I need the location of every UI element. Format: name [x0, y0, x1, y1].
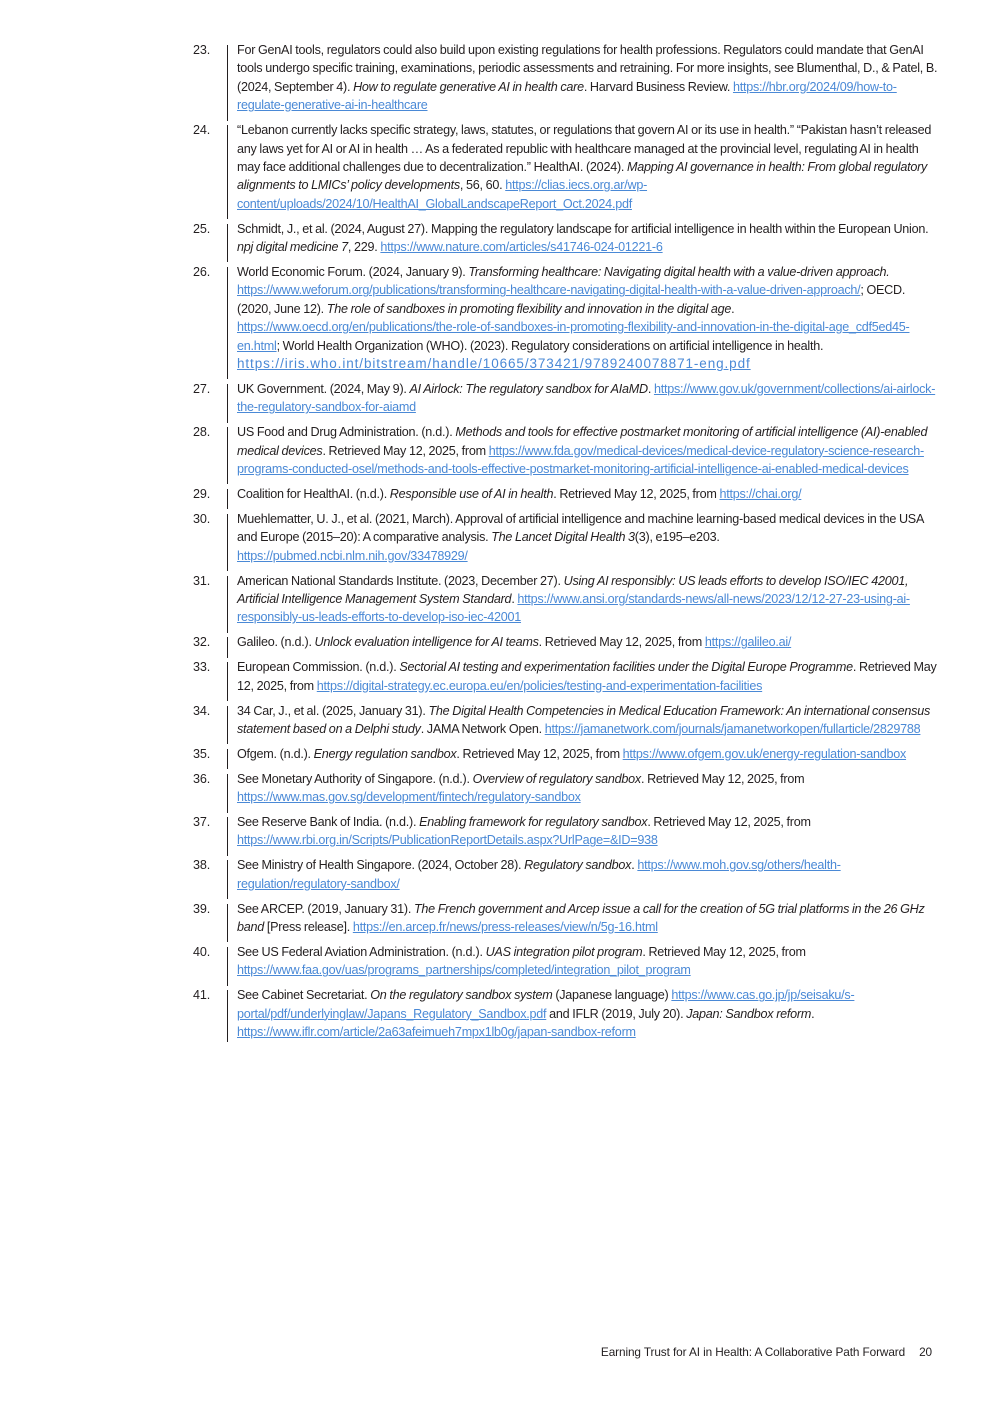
reference-title: Responsible use of AI in health	[389, 486, 554, 501]
reference-item	[193, 633, 938, 651]
reference-text	[228, 220, 938, 257]
reference-segment: .	[647, 381, 654, 396]
reference-segment: . Retrieved May 12, 2025, from	[553, 486, 720, 501]
reference-link[interactable]: https://www.faa.gov/uas/programs_partnerships/completed/integration_pilot_program	[237, 963, 691, 978]
reference-text	[228, 485, 938, 503]
reference-link[interactable]: https://hbr.org/2024/09/how-to-regulate-generative-ai-in-healthcare	[237, 79, 897, 113]
reference-segment: See Cabinet Secretariat.	[237, 988, 371, 1003]
reference-text	[228, 658, 938, 695]
reference-text	[228, 121, 938, 213]
reference-title: On the regulatory sandbox system	[370, 988, 553, 1003]
reference-title: Sectorial AI testing and experimentation facilities under the Digital Europe Programme	[399, 660, 853, 675]
reference-number: 32.	[193, 635, 211, 650]
footer-title: Earning Trust for AI in Health: A Collaborative Path Forward	[600, 1345, 906, 1359]
reference-segment: See Reserve Bank of India. (n.d.).	[237, 815, 420, 830]
reference-segment: See Monetary Authority of Singapore. (n.d.).	[237, 771, 473, 786]
reference-title: AI Airlock: The regulatory sandbox for AIaMD	[409, 381, 648, 396]
reference-text	[228, 423, 938, 478]
reference-text	[228, 986, 938, 1041]
reference-text	[228, 572, 938, 627]
page-number: 20	[919, 1345, 932, 1359]
reference-segment: UK Government. (2024, May 9).	[237, 381, 410, 396]
reference-segment: See ARCEP. (2019, January 31).	[237, 901, 414, 916]
reference-number: 23.	[193, 43, 211, 57]
reference-segment: . Retrieved May 12, 2025, from	[642, 944, 806, 959]
reference-text	[228, 263, 938, 373]
reference-link[interactable]: https://www.cas.go.jp/jp/seisaku/s-portal/pdf/underlyinglaw/Japans_Regulatory_Sandbox.pdf	[237, 988, 855, 1021]
reference-segment: . Retrieved May 12, 2025, from	[322, 443, 489, 458]
reference-title: Japan: Sandbox reform	[686, 1006, 812, 1021]
reference-title: Overview of regulatory sandbox	[472, 771, 641, 786]
reference-list	[193, 41, 938, 1048]
reference-title: Enabling framework for regulatory sandbox	[419, 815, 648, 830]
reference-segment: .	[731, 301, 735, 316]
reference-segment: ; OECD. (2020, June 12).	[237, 283, 906, 316]
reference-item	[193, 380, 938, 417]
reference-text	[228, 41, 938, 115]
reference-item	[193, 770, 938, 807]
reference-link[interactable]: https://www.gov.uk/government/collections/ai-airlock-the-regulatory-sandbox-for-aiamd	[237, 381, 936, 415]
reference-segment: For GenAI tools, regulators could also build upon existing regulations for health professions. Regulators could mandate that GenAI tools undergo specific training, examinations, periodic assessments and retraining. For more insights, see Blumenthal, D., & Patel, B. (2024, September 4).	[237, 43, 938, 94]
reference-segment: See Ministry of Health Singapore. (2024, October 28).	[237, 858, 525, 873]
reference-link[interactable]: https://clias.iecs.org.ar/wp-content/uploads/2024/10/HealthAI_GlobalLandscapeReport_Oct.2024.pdf	[237, 178, 648, 211]
reference-segment: [Press release].	[264, 920, 353, 935]
reference-number: 26.	[193, 264, 211, 279]
reference-segment: . Retrieved May 12, 2025, from	[647, 815, 811, 830]
reference-link[interactable]: https://jamanetwork.com/journals/jamanetworkopen/fullarticle/2829788	[544, 721, 921, 736]
reference-link[interactable]: https://en.arcep.fr/news/press-releases/view/n/5g-16.html	[352, 920, 658, 935]
reference-title: Mapping AI governance in health: From global regulatory alignments to LMICs’ policy developments	[237, 159, 928, 193]
reference-item	[193, 121, 938, 213]
reference-number: 27.	[193, 381, 211, 396]
reference-link[interactable]: https://www.oecd.org/en/publications/the-role-of-sandboxes-in-promoting-flexibility-and-innovation-in-the-digital-age_cdf5ed45-en.html	[237, 320, 910, 353]
reference-segment: . Retrieved May 12, 2025, from	[640, 771, 805, 786]
reference-title: The role of sandboxes in promoting flexibility and innovation in the digital age	[326, 301, 732, 316]
reference-link[interactable]: https://www.iflr.com/article/2a63afeimueh7mpx1lb0g/japan-sandbox-reform	[237, 1025, 636, 1040]
reference-text	[228, 943, 938, 980]
reference-number: 34.	[193, 703, 211, 718]
reference-number: 40.	[193, 944, 211, 959]
reference-number: 36.	[193, 771, 211, 786]
reference-link[interactable]: https://www.moh.gov.sg/others/health-regulation/regulatory-sandbox/	[237, 858, 841, 891]
reference-segment: . Retrieved May 12, 2025, from	[456, 746, 623, 761]
reference-segment: “Lebanon currently lacks specific strategy, laws, statutes, or regulations that govern AI or its use in health.” “Pakistan hasn’t released any laws yet for AI or AI in health … As a federated republic with healthcare managed at the provincial level, regulating AI in health may face additional challenges due to decentralization.” HealthAI. (2024).	[237, 123, 932, 174]
reference-text	[228, 745, 938, 763]
reference-segment: . Retrieved May 12, 2025, from	[237, 660, 937, 693]
reference-item	[193, 263, 938, 373]
reference-segment: (Japanese language)	[552, 988, 672, 1003]
reference-link[interactable]: https://www.fda.gov/medical-devices/medical-device-regulatory-science-research-programs-conducted-osel/methods-and-tools-effective-postmarket-monitoring-artificial-intelligence-ai-enabled-medical-devices	[237, 443, 924, 477]
reference-number: 37.	[193, 815, 211, 830]
reference-title: UAS integration pilot program	[485, 944, 643, 959]
reference-segment: American National Standards Institute. (2023, December 27).	[237, 573, 564, 588]
reference-segment: See US Federal Aviation Administration. (n.d.).	[237, 944, 486, 959]
reference-segment: ; World Health Organization (WHO). (2023). Regulatory considerations on artificial intelligence in health.	[276, 338, 824, 353]
reference-segment: Coalition for HealthAI. (n.d.).	[237, 486, 390, 501]
reference-link[interactable]: https://www.nature.com/articles/s41746-024-01221-6	[380, 240, 663, 255]
reference-title: Energy regulation sandbox	[313, 746, 457, 761]
reference-item	[193, 900, 938, 937]
reference-segment: and IFLR (2019, July 20).	[546, 1006, 687, 1021]
reference-text	[228, 856, 938, 893]
reference-title: Unlock evaluation intelligence for AI teams	[314, 635, 539, 650]
reference-link[interactable]: https://pubmed.ncbi.nlm.nih.gov/33478929/	[237, 548, 468, 563]
reference-segment: Galileo. (n.d.).	[237, 635, 315, 650]
reference-text	[228, 633, 938, 651]
reference-text	[228, 813, 938, 850]
reference-title: The Digital Health Competencies in Medical Education Framework: An international consensus statement based on a Delphi study	[237, 703, 931, 736]
reference-item	[193, 745, 938, 763]
reference-title: Transforming healthcare: Navigating digital health with a value-driven approach.	[468, 264, 890, 279]
reference-segment: Schmidt, J., et al. (2024, August 27). Mapping the regulatory landscape for artificial intelligence in health within the European Union.	[237, 221, 929, 236]
reference-link[interactable]: https://chai.org/	[719, 486, 802, 501]
reference-text	[228, 900, 938, 937]
reference-title: Methods and tools for effective postmarket monitoring of artificial intelligence (AI)-enabled medical devices	[237, 425, 928, 458]
reference-number: 35.	[193, 746, 211, 761]
reference-link[interactable]: https://www.mas.gov.sg/development/fintech/regulatory-sandbox	[237, 790, 581, 805]
reference-text	[228, 380, 938, 417]
reference-segment: European Commission. (n.d.).	[237, 660, 400, 675]
reference-title: How to regulate generative AI in health care	[353, 79, 584, 94]
reference-item	[193, 702, 938, 739]
reference-segment: , 56, 60.	[459, 178, 506, 193]
reference-number: 29.	[193, 486, 211, 501]
reference-title: Using AI responsibly: US leads efforts to develop ISO/IEC 42001, Artificial Intelligence Management System Standard	[237, 573, 909, 606]
reference-segment: 34 Car, J., et al. (2025, January 31).	[237, 703, 429, 718]
reference-item	[193, 943, 938, 980]
reference-segment: World Economic Forum. (2024, January 9).	[237, 264, 469, 279]
reference-segment: Muehlematter, U. J., et al. (2021, March). Approval of artificial intelligence and machine learning-based medical devices in the USA and Europe (2015–20): A comparative analysis.	[237, 511, 924, 545]
reference-segment: . Harvard Business Review.	[583, 79, 733, 94]
reference-title: The French government and Arcep issue a call for the creation of 5G trial platforms in the 26 GHz band	[237, 901, 925, 935]
reference-segment: .	[811, 1006, 815, 1021]
reference-segment: . Retrieved May 12, 2025, from	[538, 635, 705, 650]
reference-number: 31.	[193, 573, 211, 588]
reference-item	[193, 220, 938, 257]
reference-text	[228, 510, 938, 565]
reference-segment: . JAMA Network Open.	[420, 721, 545, 736]
reference-item	[193, 572, 938, 627]
reference-number: 30.	[193, 511, 211, 526]
reference-link[interactable]: https://www.rbi.org.in/Scripts/PublicationReportDetails.aspx?UrlPage=&ID=938	[237, 833, 658, 848]
reference-number: 24.	[193, 123, 211, 138]
reference-segment: US Food and Drug Administration. (n.d.).	[237, 425, 456, 440]
reference-number: 33.	[193, 660, 211, 675]
reference-title: The Lancet Digital Health 3	[491, 530, 635, 545]
reference-number: 41.	[193, 988, 211, 1003]
reference-link[interactable]: https://digital-strategy.ec.europa.eu/en/policies/testing-and-experimentation-facilities	[316, 678, 763, 693]
reference-item	[193, 485, 938, 503]
reference-title: Regulatory sandbox	[524, 858, 632, 873]
reference-item	[193, 813, 938, 850]
reference-item	[193, 510, 938, 565]
reference-text	[228, 770, 938, 807]
reference-number: 25.	[193, 221, 211, 236]
reference-item	[193, 423, 938, 478]
reference-text	[228, 702, 938, 739]
reference-segment: , 229.	[347, 240, 381, 255]
reference-link[interactable]: https://www.weforum.org/publications/transforming-healthcare-navigating-digital-health-with-a-value-driven-approach/	[237, 283, 861, 298]
reference-segment: Ofgem. (n.d.).	[237, 746, 314, 761]
reference-link[interactable]: https://www.ansi.org/standards-news/all-news/2023/12/12-27-23-using-ai-responsibly-us-leads-efforts-to-develop-iso-iec-42001	[237, 591, 910, 625]
reference-number: 39.	[193, 901, 211, 916]
reference-title: npj digital medicine 7	[237, 240, 348, 255]
reference-item	[193, 986, 938, 1041]
reference-item	[193, 856, 938, 893]
reference-number: 38.	[193, 858, 211, 873]
reference-segment: .	[631, 858, 638, 873]
reference-link[interactable]: https://www.ofgem.gov.uk/energy-regulation-sandbox	[622, 746, 907, 761]
reference-item	[193, 658, 938, 695]
reference-segment: .	[511, 591, 518, 606]
reference-link[interactable]: https://galileo.ai/	[704, 635, 792, 650]
page-footer	[0, 1345, 932, 1359]
reference-link[interactable]: https://iris.who.int/bitstream/handle/10665/373421/9789240078871-eng.pdf	[237, 356, 751, 371]
reference-number: 28.	[193, 425, 211, 440]
reference-segment: (3), e195–e203.	[634, 530, 720, 545]
reference-item	[193, 41, 938, 115]
